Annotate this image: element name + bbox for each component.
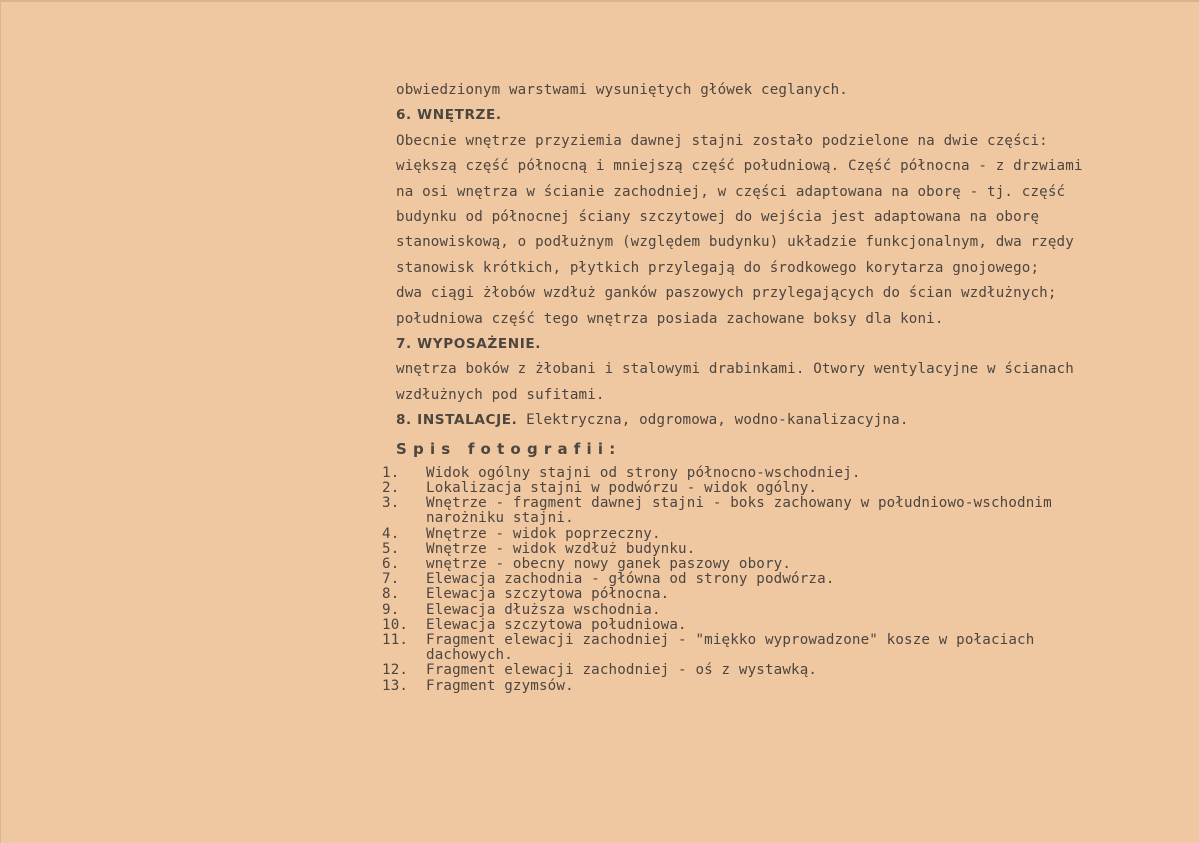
list-item	[382, 542, 1172, 557]
list-item-text: Wnętrze - widok poprzeczny.	[426, 525, 661, 542]
list-item-number: 9.	[382, 601, 400, 618]
section-6-line: większą część północną i mniejszą część południową. Część północna - z drzwiami	[396, 158, 1083, 175]
section-6-line: dwa ciągi żłobów wzdłuż ganków paszowych przylegających do ścian wzdłużnych;	[396, 285, 1057, 302]
list-item	[382, 496, 1172, 526]
list-item	[382, 679, 1172, 694]
photo-list-title: Spis fotografii:	[396, 439, 622, 458]
list-item-text: Wnętrze - widok wzdłuż budynku.	[426, 540, 696, 557]
list-item-number: 7.	[382, 571, 400, 588]
list-item-text: Elewacja szczytowa północna.	[426, 586, 670, 603]
section-7-line: wnętrza boków z żłobani i stalowymi drabinkami. Otwory wentylacyjne w ścianach	[396, 361, 1074, 378]
list-item-number: 6.	[382, 555, 400, 572]
section-6-line: Obecnie wnętrze przyziemia dawnej stajni zostało podzielone na dwie części:	[396, 132, 1048, 149]
list-item-number: 10.	[382, 616, 409, 633]
list-item-text: wnętrze - obecny nowy ganek paszowy obory.	[426, 555, 792, 572]
text-line: obwiedzionym warstwami wysuniętych główek ceglanych.	[396, 82, 848, 98]
section-7-heading: 7. WYPOSAŻENIE.	[396, 336, 542, 353]
document-body	[382, 78, 1186, 694]
section-6-line: stanowiskową, o podłużnym (względem budynku) układzie funkcjonalnym, dwa rzędy	[396, 234, 1074, 251]
list-item	[382, 481, 1172, 496]
section-7-line: wzdłużnych pod sufitami.	[396, 386, 605, 403]
section-8-line	[396, 408, 1186, 433]
list-item-text: Wnętrze - fragment dawnej stajni - boks zachowany w południowo-wschodnim narożniku stajni.	[426, 495, 1052, 527]
list-item	[382, 557, 1172, 572]
section-6-line: południowa część tego wnętrza posiada zachowane boksy dla koni.	[396, 310, 944, 327]
list-item-number: 8.	[382, 586, 400, 603]
list-item-number: 1.	[382, 464, 400, 481]
list-item-number: 11.	[382, 631, 409, 648]
list-item	[382, 618, 1172, 633]
list-item	[382, 663, 1172, 678]
list-item-number: 4.	[382, 525, 400, 542]
list-item	[382, 587, 1172, 602]
list-item-number: 3.	[382, 495, 400, 512]
list-item-text: Elewacja szczytowa południowa.	[426, 616, 687, 633]
list-item-text: Widok ogólny stajni od strony północno-wschodniej.	[426, 464, 861, 481]
list-item-text: Fragment elewacji zachodniej - "miękko wyprowadzone" kosze w połaciach dachowych.	[426, 631, 1035, 664]
list-item	[382, 572, 1172, 587]
list-item-number: 2.	[382, 479, 400, 496]
photo-list	[382, 466, 1172, 694]
list-item-text: Fragment gzymsów.	[426, 677, 574, 694]
list-item-text: Elewacja zachodnia - główna od strony podwórza.	[426, 571, 835, 588]
section-6-line: na osi wnętrza w ścianie zachodniej, w części adaptowana na oborę - tj. część	[396, 183, 1066, 200]
section-6-heading: 6. WNĘTRZE.	[396, 107, 502, 124]
list-item	[382, 466, 1172, 481]
section-6-line: budynku od północnej ściany szczytowej do wejścia jest adaptowana na oborę	[396, 209, 1040, 226]
list-item	[382, 527, 1172, 542]
list-item	[382, 633, 1172, 663]
list-item-text: Elewacja dłuższa wschodnia.	[426, 601, 661, 618]
section-6-line: stanowisk krótkich, płytkich przylegają do środkowego korytarza gnojowego;	[396, 259, 1040, 276]
section-8-heading: 8. INSTALACJE.	[396, 412, 518, 429]
list-item-text: Lokalizacja stajni w podwórzu - widok ogólny.	[426, 479, 818, 496]
list-item-number: 13.	[382, 677, 409, 694]
section-8-text: Elektryczna, odgromowa, wodno-kanalizacyjna.	[517, 412, 909, 429]
list-item	[382, 603, 1172, 618]
list-item-number: 5.	[382, 540, 400, 557]
list-item-text: Fragment elewacji zachodniej - oś z wystawką.	[426, 662, 818, 679]
list-item-number: 12.	[382, 662, 409, 679]
